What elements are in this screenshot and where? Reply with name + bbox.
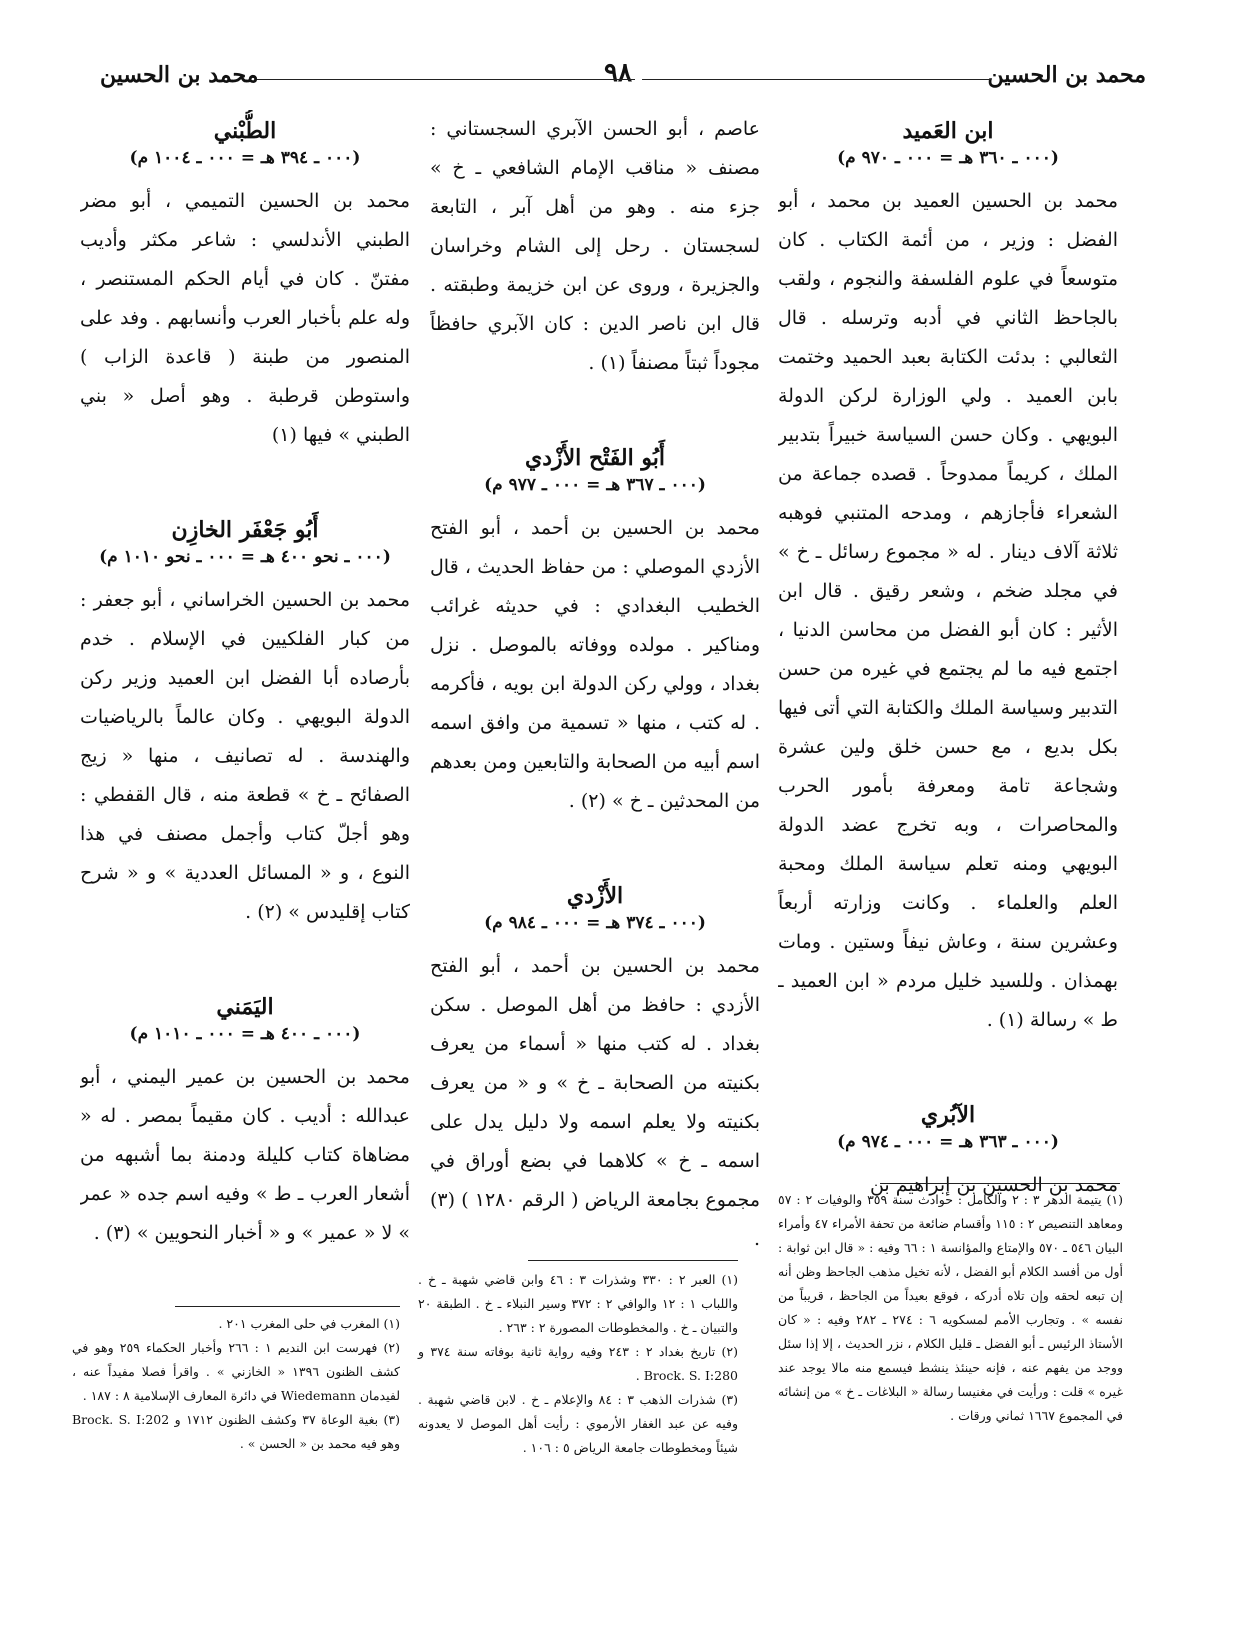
entry-abu-al-fath-al-azdi bbox=[430, 445, 760, 821]
entry-body: عاصم ، أبو الحسن الآبري السجستاني : مصنف « مناقب الإمام الشافعي ـ خ » جزء منه . وهو من أهل آبر ، التابعة لسجستان . رحل إلى الشام وخراسان والجزيرة ، وروى عن ابن خزيمة وطبقته . قال ابن ناصر الدين : كان الآبري حافظاً مجوداً ثبتاً مصنفاً (١) . bbox=[430, 118, 760, 374]
footnote-rule-right bbox=[880, 1183, 1120, 1184]
running-head-left: محمد بن الحسين bbox=[100, 62, 259, 88]
entry-title: الطُّبْني bbox=[213, 118, 277, 144]
footnote: (٢) فهرست ابن النديم ١ : ٢٦٦ وأخبار الحكماء ٢٥٩ وهو في كشف الظنون ١٣٩٦ « الخازني » . واقرأ فصلا مفيداً عنه ، لفيدمان Wiedemann في دائرة المعارف الإسلامية ٨ : ١٨٧ . bbox=[72, 1340, 400, 1403]
entry-body: محمد بن الحسين بن أحمد ، أبو الفتح الأزدي الموصلي : من حفاظ الحديث ، قال الخطيب البغدادي : في حديثه غرائب ومناكير . مولده ووفاته بالموصل . نزل بغداد ، وولي ركن الدولة ابن بويه ، فأكرمه . له كتب ، منها « تسمية من وافق اسمه اسم أبيه من الصحابة والتابعين ومن بعدهم من المحدثين ـ خ » (٢) . bbox=[430, 517, 760, 812]
entry-title: الآبُري bbox=[920, 1102, 976, 1128]
entry-dates: (٠٠٠ ـ ٣٧٤ هـ = ٠٠٠ ـ ٩٨٤ م) bbox=[484, 913, 706, 933]
entry-title: الأَزْدي bbox=[566, 883, 624, 909]
entry-ibn-al-amid bbox=[778, 118, 1118, 1040]
entry-title: أَبُو جَعْفَر الخازِن bbox=[171, 517, 319, 543]
entry-title: اليَمَني bbox=[216, 994, 274, 1020]
footnote: (١) يتيمة الدهر ٣ : ٢ والكامل : حوادث سنة ٣٥٩ والوفيات ٢ : ٥٧ ومعاهد التنصيص ٢ : ١١٥ وأقسام ضائعة من تحفة الأمراء ٤٧ وأمراء البيان ٥٤٦ ـ ٥٧٠ والإمتاع والمؤانسة ١ : ٦٦ وفيه : « قال ابن ثوابة : أول من أفسد الكلام أبو الفضل ، لأنه تخيل مذهب الجاحظ وظن أنه إن تبعه لحقه وإن تلاه أدركه ، فوقع بعيداً من الجاحظ ، قريباً من نفسه » . وتجارب الأمم لمسكويه ٦ : ٢٧٤ ـ ٢٨٢ وفيه : « كان الأستاذ الرئيس ـ أبو الفضل ـ قليل الكلام ، نزر الحديث ، إلا إذا سئل ووجد من يفهم عنه ، فإنه حينئذ ينشط فيسمع منه مالا يوجد عند غيره » قلت : ورأيت في مغنيسا رسالة « البلاغات ـ خ » من إنشائه في المجموع ١٦٦٧ ثماني ورقات . bbox=[778, 1192, 1123, 1423]
footnote: (٣) شذرات الذهب ٣ : ٨٤ والإعلام ـ خ . لابن قاضي شهبة . وفيه عن عبد الغفار الأرموي : رأيت أهل الموصل لا يعدونه شيئاً ومخطوطات جامعة الرياض ٥ : ١٠٦ . bbox=[418, 1392, 738, 1455]
entry-al-tubni bbox=[80, 118, 410, 455]
footnotes-left bbox=[72, 1312, 400, 1456]
entry-body: محمد بن الحسين بن إبراهيم بن bbox=[869, 1174, 1118, 1196]
footnotes-right bbox=[778, 1188, 1123, 1428]
entry-body: محمد بن الحسين بن عمير اليمني ، أبو عبدالله : أديب . كان مقيماً بمصر . له « مضاهاة كتاب كليلة ودمنة بما أشبهه من أشعار العرب ـ ط » وفيه اسم جده « عمر » لا « عمير » و « أخبار النحويين » (٣) . bbox=[80, 1066, 410, 1244]
entry-al-azdi bbox=[430, 883, 760, 1259]
entry-dates: (٠٠٠ ـ ٤٠٠ هـ = ٠٠٠ ـ ١٠١٠ م) bbox=[129, 1024, 361, 1044]
entry-title: أَبُو الفَتْح الأَزْدي bbox=[524, 445, 665, 471]
entry-body: محمد بن الحسين الخراساني ، أبو جعفر : من كبار الفلكيين في الإسلام . خدم بأرصاده أبا الفضل ابن العميد وزير ركن الدولة البويهي . وكان عالماً بالرياضيات والهندسة . له تصانيف ، منها « زيج الصفائح ـ خ » قطعة منه ، قال القفطي : وهو أجلّ كتاب وأجمل مصنف في هذا النوع ، و « المسائل العددية » و « شرح كتاب إقليدس » (٢) . bbox=[80, 589, 410, 923]
entry-title: ابن العَميد bbox=[902, 118, 994, 144]
footnote-rule-middle bbox=[528, 1260, 738, 1261]
footnote: (٣) بغية الوعاة ٣٧ وكشف الظنون ١٧١٢ و Brock. S. I:202 وهو فيه محمد بن « الحسن » . bbox=[72, 1412, 400, 1451]
entry-abu-jafar-al-khazin bbox=[80, 517, 410, 932]
entry-body: محمد بن الحسين العميد بن محمد ، أبو الفضل : وزير ، من أئمة الكتاب . كان متوسعاً في علوم الفلسفة والنجوم ، ولقب بالجاحظ الثاني في أدبه وترسله . قال الثعالبي : بدئت الكتابة بعبد الحميد وختمت بابن العميد . ولي الوزارة لركن الدولة البويهي . وكان حسن السياسة خبيراً بتدبير الملك ، كريماً ممدوحاً . قصده جماعة من الشعراء فأجازهم ، ومدحه المتنبي فوهبه ثلاثة آلاف دينار . له « مجموع رسائل ـ خ » في مجلد ضخم ، وشعر رقيق . قال ابن الأثير : كان أبو الفضل من محاسن الدنيا ، اجتمع فيه ما لم يجتمع في غيره من حسن التدبير وسياسة الملك والكتابة التي أتى فيها بكل بديع ، مع حسن خلق ولين عشرة وشجاعة تامة ومعرفة بأمور الحرب والمحاصرات ، وبه تخرج عضد الدولة البويهي ومنه تعلم سياسة الملك ومحبة العلم والعلماء . وكانت وزارته أربعاً وعشرين سنة ، وعاش نيفاً وستين . ومات بهمذان . وللسيد خليل مردم « ابن العميد ـ ط » رسالة (١) . bbox=[778, 190, 1118, 1031]
entry-dates: (٠٠٠ ـ ٣٦٠ هـ = ٠٠٠ ـ ٩٧٠ م) bbox=[837, 148, 1059, 168]
page-number: ٩٨ bbox=[594, 58, 642, 88]
entry-dates: (٠٠٠ ـ ٣٦٣ هـ = ٠٠٠ ـ ٩٧٤ م) bbox=[837, 1132, 1059, 1152]
entry-dates: (٠٠٠ ـ نحو ٤٠٠ هـ = ٠٠٠ ـ نحو ١٠١٠ م) bbox=[99, 547, 391, 567]
header-rule-left bbox=[255, 79, 635, 80]
entry-dates: (٠٠٠ ـ ٣٦٧ هـ = ٠٠٠ ـ ٩٧٧ م) bbox=[484, 475, 706, 495]
running-header bbox=[70, 58, 1166, 98]
entry-al-yamani bbox=[80, 994, 410, 1253]
footnote-rule-left bbox=[175, 1306, 400, 1307]
header-rule-right bbox=[631, 79, 991, 80]
entry-dates: (٠٠٠ ـ ٣٩٤ هـ = ٠٠٠ ـ ١٠٠٤ م) bbox=[129, 148, 361, 168]
running-head-right: محمد بن الحسين bbox=[987, 62, 1146, 88]
footnote: (١) المغرب في حلى المغرب ٢٠١ . bbox=[218, 1316, 400, 1331]
footnote: (٢) تاريخ بغداد ٢ : ٢٤٣ وفيه رواية ثانية بوفاته سنة ٣٧٤ و Brock. S. I:280 . bbox=[418, 1344, 738, 1383]
entry-body: محمد بن الحسين بن أحمد ، أبو الفتح الأزدي : حافظ من أهل الموصل . سكن بغداد . له كتب منها « أسماء من يعرف بكنيته من الصحابة ـ خ » و « من يعرف بكنيته ولا يعلم اسمه ولا دليل يدل على اسمه ـ خ » كلاهما في بضع أوراق في مجموع بجامعة الرياض ( الرقم ١٢٨٠ ) (٣) . bbox=[430, 955, 760, 1250]
footnotes-middle bbox=[418, 1268, 738, 1460]
footnote: (١) العبر ٢ : ٣٣٠ وشذرات ٣ : ٤٦ وابن قاضي شهبة ـ خ . واللباب ١ : ١٢ والوافي ٢ : ٣٧٢ وسير النبلاء ـ خ . الطبقة ٢٠ والتبيان ـ خ . والمخطوطات المصورة ٢ : ٢٦٣ . bbox=[418, 1272, 738, 1335]
entry-body: محمد بن الحسين التميمي ، أبو مضر الطبني الأندلسي : شاعر مكثر وأديب مفتنّ . كان في أيام الحكم المستنصر ، وله علم بأخبار العرب وأنسابهم . وفد على المنصور من طبنة ( قاعدة الزاب ) واستوطن قرطبة . وهو أصل « بني الطبني » فيها (١) bbox=[80, 190, 410, 446]
entry-al-aburi-continued bbox=[430, 110, 760, 383]
